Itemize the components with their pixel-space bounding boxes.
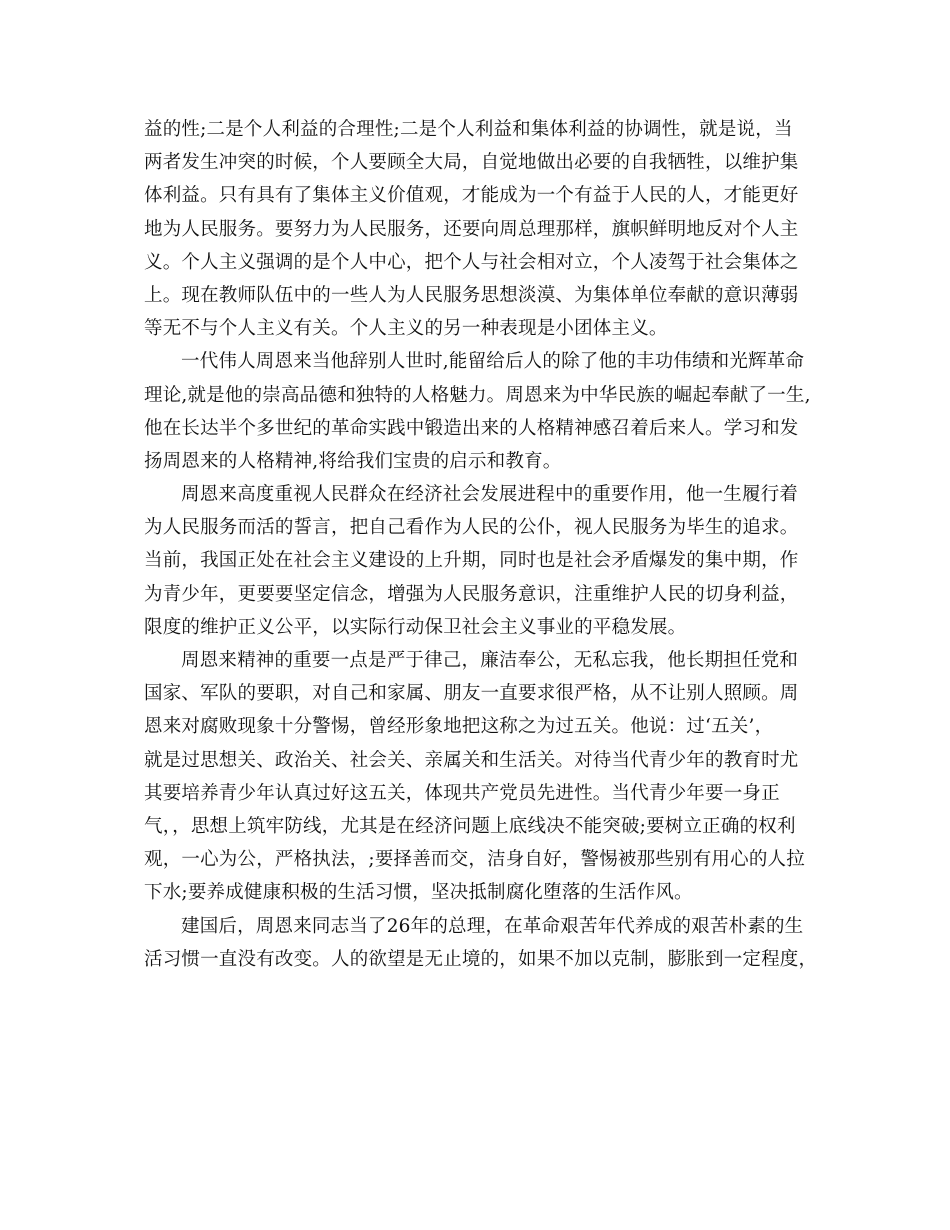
text-line: 地为人民服务。要努力为人民服务，还要向周总理那样，旗帜鲜明地反对个人主: [144, 218, 799, 240]
text-line: 活习惯一直没有改变。人的欲望是无止境的，如果不加以克制，膨胀到一定程度，: [144, 948, 818, 970]
text-line: 他在长达半个多世纪的革命实践中锻造出来的人格精神感召着后来人。学习和发: [144, 417, 799, 439]
text-line: 为青少年，更要要坚定信念，增强为人民服务意识，注重维护人民的切身利益，: [144, 583, 799, 605]
paragraph: [144, 478, 804, 644]
document-body: [144, 113, 818, 976]
text-line: 建国后，周恩来同志当了26年的总理，在革命艰苦年代养成的艰苦朴素的生: [181, 915, 804, 937]
paragraph: [144, 910, 818, 976]
text-line: 国家、军队的要职，对自己和家属、朋友一直要求很严格，从不让别人照顾。周: [144, 683, 799, 705]
text-line: 观，一心为公，严格执法，;要择善而交，洁身自好，警惕被那些别有用心的人拉: [144, 849, 805, 871]
text-line: 理论,就是他的崇高品德和独特的人格魅力。周恩来为中华民族的崛起奉献了一生,: [144, 384, 811, 406]
paragraph: [144, 113, 804, 345]
text-line: 义。个人主义强调的是个人中心，把个人与社会相对立，个人凌驾于社会集体之: [144, 251, 799, 273]
text-line: 等无不与个人主义有关。个人主义的另一种表现是小团体主义。: [144, 318, 668, 340]
text-line: 其要培养青少年认真过好这五关，体现共产党员先进性。当代青少年要一身正: [144, 782, 780, 804]
text-line: 扬周恩来的人格精神,将给我们宝贵的启示和教育。: [144, 450, 562, 472]
text-line: 下水;要养成健康积极的生活习惯，坚决抵制腐化堕落的生活作风。: [144, 882, 693, 904]
text-line: 一代伟人周恩来当他辞别人世时,能留给后人的除了他的丰功伟绩和光辉革命: [181, 351, 805, 373]
text-line: 限度的维护正义公平，以实际行动保卫社会主义事业的平稳发展。: [144, 616, 687, 638]
text-line: 两者发生冲突的时候，个人要顾全大局，自觉地做出必要的自我牺牲，以维护集: [144, 152, 799, 174]
text-line: 益的性;二是个人利益的合理性;二是个人利益和集体利益的协调性，就是说，当: [144, 119, 793, 140]
text-line: 周恩来高度重视人民群众在经济社会发展进程中的重要作用，他一生履行着: [181, 484, 799, 506]
text-line: 上。现在教师队伍中的一些人为人民服务思想淡漠、为集体单位奉献的意识薄弱: [144, 284, 799, 306]
paragraph: [144, 345, 811, 478]
text-line: 周恩来精神的重要一点是严于律己，廉洁奉公，无私忘我，他长期担任党和: [181, 650, 799, 671]
text-line: 为人民服务而活的誓言，把自己看作为人民的公仆，视人民服务为毕生的追求。: [144, 517, 799, 539]
text-line: 恩来对腐败现象十分警惕，曾经形象地把这称之为过五关。他说：过‘五关’，: [144, 716, 774, 738]
text-line: 就是过思想关、政治关、社会关、亲属关和生活关。对待当代青少年的教育时尤: [144, 749, 799, 771]
text-line: 气，，思想上筑牢防线，尤其是在经济问题上底线决不能突破;要树立正确的权利: [144, 815, 796, 837]
text-line: 体利益。只有具有了集体主义价值观，才能成为一个有益于人民的人，才能更好: [144, 185, 799, 207]
text-line: 当前，我国正处在社会主义建设的上升期，同时也是社会矛盾爆发的集中期，作: [144, 550, 799, 572]
paragraph: [144, 644, 804, 910]
